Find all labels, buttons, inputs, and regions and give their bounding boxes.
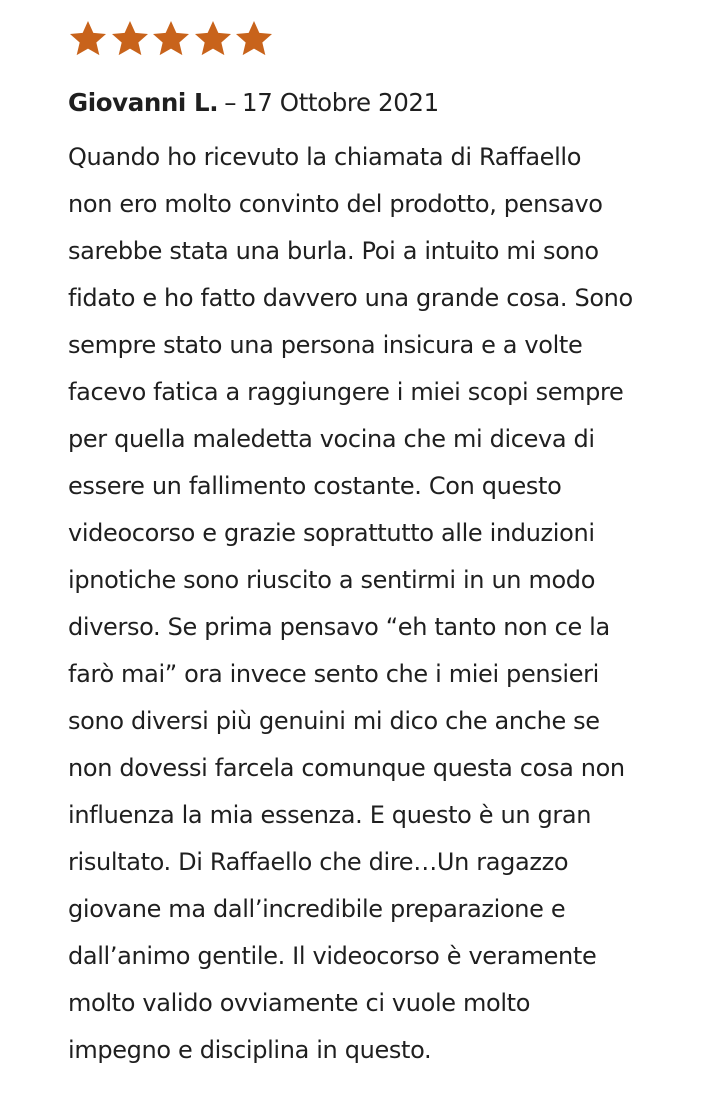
review-text-line: sarebbe stata una burla. Poi a intuito mi sono — [68, 237, 599, 265]
star-icon — [193, 19, 235, 59]
star-icon — [110, 19, 152, 59]
review-text-line: farò mai” ora invece sento che i miei pensieri — [68, 660, 599, 688]
review-date: 17 Ottobre 2021 — [242, 88, 439, 117]
review-author: Giovanni L. — [68, 88, 219, 117]
review-text-line: facevo fatica a raggiungere i miei scopi sempre — [68, 378, 624, 406]
review-card — [68, 18, 668, 1074]
review-text-line: fidato e ho fatto davvero una grande cosa. Sono — [68, 284, 633, 312]
star-rating — [68, 18, 668, 60]
star-icon — [151, 19, 193, 59]
review-text-line: Quando ho ricevuto la chiamata di Raffaello — [68, 143, 582, 171]
review-text — [68, 134, 668, 1074]
review-text-line: impegno e disciplina in questo. — [68, 1036, 432, 1064]
review-text-line: ipnotiche sono riuscito a sentirmi in un modo — [68, 566, 596, 594]
review-text-line: risultato. Di Raffaello che dire…Un ragazzo — [68, 848, 569, 876]
review-text-line: sempre stato una persona insicura e a volte — [68, 331, 583, 359]
review-text-line: sono diversi più genuini mi dico che anche se — [68, 707, 600, 735]
review-meta — [68, 86, 668, 120]
star-icon — [234, 19, 276, 59]
review-text-line: dall’animo gentile. Il videocorso è veramente — [68, 942, 597, 970]
review-text-line: essere un fallimento costante. Con questo — [68, 472, 562, 500]
review-text-line: influenza la mia essenza. E questo è un gran — [68, 801, 592, 829]
meta-separator: – — [224, 88, 237, 117]
review-text-line: non dovessi farcela comunque questa cosa non — [68, 754, 625, 782]
review-text-line: videocorso e grazie soprattutto alle induzioni — [68, 519, 595, 547]
review-text-line: per quella maledetta vocina che mi diceva di — [68, 425, 595, 453]
star-icon — [68, 19, 110, 59]
review-text-line: non ero molto convinto del prodotto, pensavo — [68, 190, 603, 218]
review-text-line: molto valido ovviamente ci vuole molto — [68, 989, 531, 1017]
review-text-line: diverso. Se prima pensavo “eh tanto non ce la — [68, 613, 610, 641]
review-text-line: giovane ma dall’incredibile preparazione e — [68, 895, 566, 923]
